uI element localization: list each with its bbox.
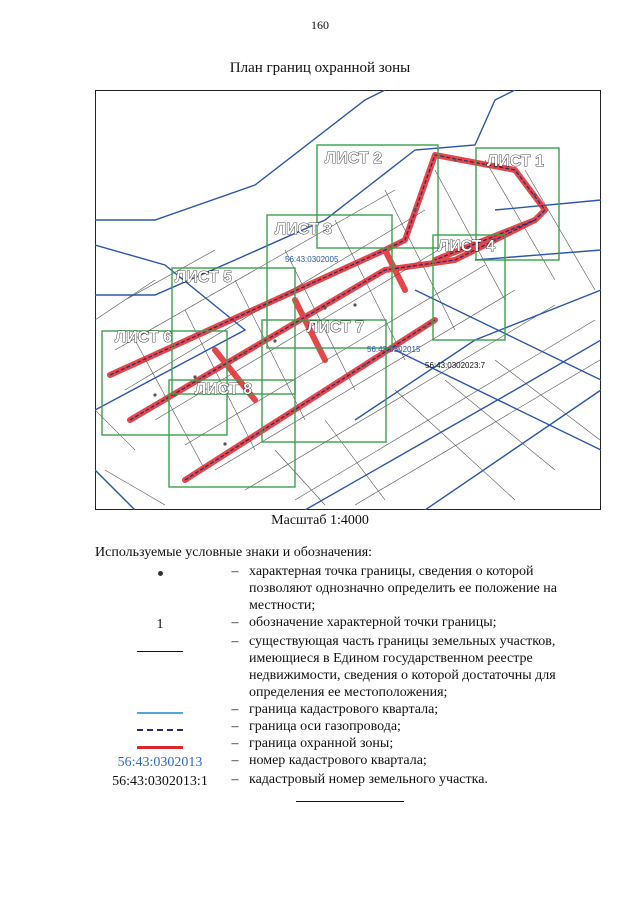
legend-item: – граница кадастрового квартала; xyxy=(95,701,595,718)
legend-item: – граница охранной зоны; xyxy=(95,735,595,752)
legend-item: 56:43:0302013 – номер кадастрового квартала; xyxy=(117,753,427,770)
sheet-label-7: ЛИСТ 7 xyxy=(307,319,364,336)
page-number: 160 xyxy=(311,18,329,32)
legend-item: – существующая часть границы земельных участков, имеющиеся в Едином государственном реестре недвижимости, сведения о которой достаточны для определения ее местоположения; xyxy=(95,633,595,701)
legend-item: 1 – обозначение характерной точки границы; xyxy=(156,615,497,632)
sheet-label-1: ЛИСТ 1 xyxy=(487,153,544,170)
dashed-line-icon xyxy=(137,729,183,731)
legend-item: – граница оси газопровода; xyxy=(95,718,595,735)
legend-item: 56:43:0302013:1 – кадастровый номер земельного участка. xyxy=(112,772,488,789)
sheet-label-8: ЛИСТ 8 xyxy=(195,381,252,398)
sheet-label-5: ЛИСТ 5 xyxy=(175,269,232,286)
parcel-label: 56:43:0302023:7 xyxy=(425,361,486,370)
blue-line-icon xyxy=(137,712,183,714)
quarter-label-2: 56:43:0302015 xyxy=(367,345,421,354)
sheet-label-6: ЛИСТ 6 xyxy=(115,329,172,346)
legend xyxy=(95,563,595,790)
sheet-label-3: ЛИСТ 3 xyxy=(275,221,332,238)
sheet-label-4: ЛИСТ 4 xyxy=(438,238,495,255)
legend-item: – характерная точка границы, сведения о которой позволяют однозначно определить ее положение на местности; xyxy=(95,563,595,614)
black-line-icon xyxy=(137,651,183,652)
page-title: План границ охранной зоны xyxy=(229,60,411,76)
legend-title: Используемые условные знаки и обозначения: xyxy=(95,545,373,560)
quarter-label-1: 56:43:0302005 xyxy=(285,255,339,264)
map-scale: Масштаб 1:4000 xyxy=(271,513,369,528)
red-line-icon xyxy=(137,746,183,749)
boundary-map xyxy=(95,90,601,510)
dot-icon xyxy=(158,571,163,576)
end-divider xyxy=(296,801,404,802)
sheet-label-2: ЛИСТ 2 xyxy=(325,150,382,167)
